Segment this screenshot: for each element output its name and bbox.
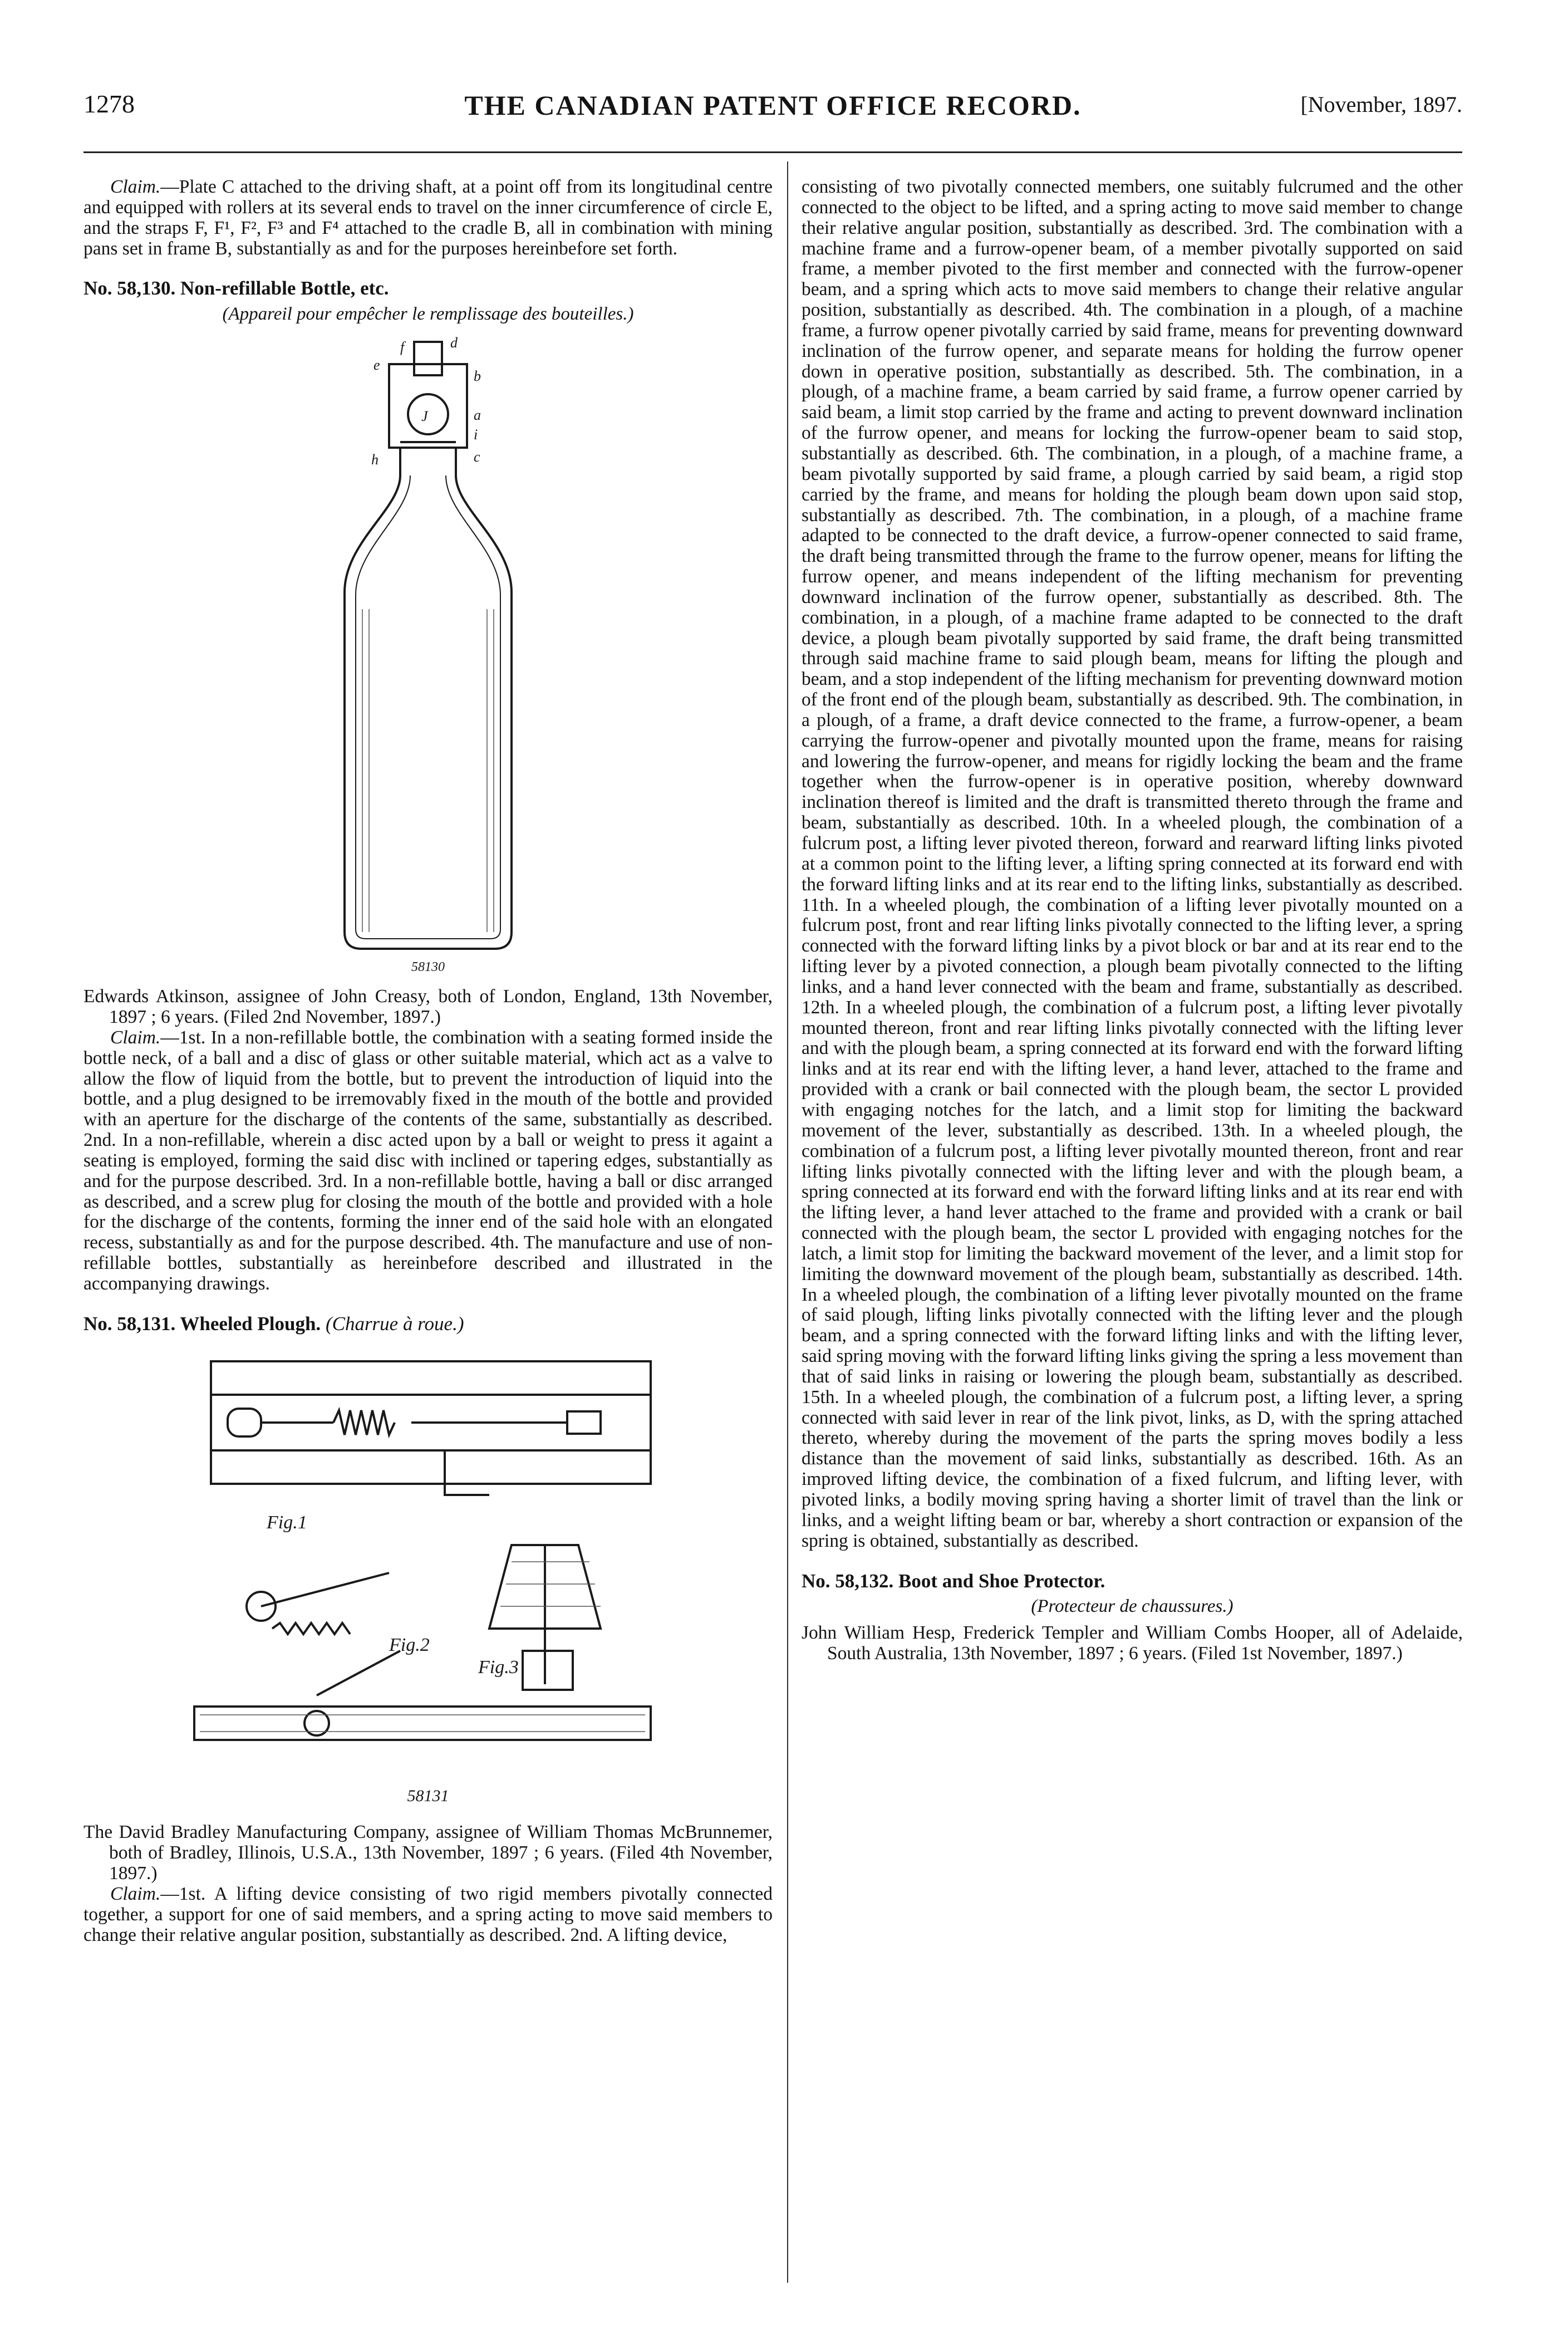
claim-label: Claim. — [110, 1027, 161, 1048]
figure-number-58130: 58130 — [411, 960, 445, 975]
patent-heading-58132: No. 58,132. Boot and Shoe Protector. — [802, 1570, 1105, 1592]
issue-date: [November, 1897. — [1300, 92, 1462, 117]
claim-label: Claim. — [110, 176, 161, 197]
patent-heading-french: (Charrue à roue.) — [325, 1312, 464, 1335]
figure-letter-a: a — [474, 407, 481, 424]
bottle-inner-wall — [356, 475, 500, 939]
page-header — [83, 89, 1462, 134]
page-number: 1278 — [83, 90, 135, 118]
plough-spring — [333, 1410, 395, 1435]
assignees-58131: The David Bradley Manufacturing Company, assignee of William Thomas McBrunnemer, both of Bradley, Illinois, U.S.A., 13th November, 1897 ; 6 years. (Filed 4th November, 1897.) — [83, 1822, 773, 1884]
claim-text: —1st. In a non-refillable bottle, the combination with a seating formed inside the bottle neck, of a ball and a disc of glass or other suitable material, which act as a valve to allow the flow of liquid from the bottle, but to prevent the introduction of liquid into the bottle, and a plug designed to be irremovably fixed in the mouth of the bottle and provided with an aperture for the discharge of the contents of the same, substantially as described. 2nd. In a non-refillable, wherein a disc acted upon by a ball or weight to press it againt a seating is employed, forming the said disc with inclined or tapering edges, substantially as and for the purpose described. 3rd. In a non-refillable bottle, having a ball or disc arranged as described, and a screw plug for closing the mouth of the bottle and provided with a hole for the discharge of the contents, forming the inner end of the said hole with an elongated recess, substantially as and for the purpose described. 4th. The manufacture and use of non-refillable bottles, substantially as hereinbefore described and illustrated in the accompanying drawings. — [83, 1027, 773, 1294]
claim-text: —Plate C attached to the driving shaft, at a point off from its longitudinal centre and equipped with rollers at its several ends to travel on the inner circumference of circle E, and the straps F, F¹, F², F³ and F⁴ attached to the cradle B, all in combination with mining pans set in frame B, substantially as and for the purposes hereinbefore set forth. — [83, 176, 773, 259]
claim-58130 — [83, 1028, 773, 1295]
bottle-figure — [311, 331, 545, 982]
plough-beam — [194, 1707, 651, 1740]
patent-french-title-58130: (Appareil pour empêcher le remplissage des bouteilles.) — [222, 303, 634, 324]
patent-french-title-58132: (Protecteur de chaussures.) — [1031, 1596, 1233, 1617]
fig3-label: Fig.3 — [478, 1657, 519, 1678]
plough-spring-fig2 — [272, 1623, 350, 1634]
fig2-label: Fig.2 — [389, 1635, 430, 1656]
figure-letter-c: c — [474, 449, 480, 465]
right-column — [802, 177, 1463, 1664]
figure-letter-b: b — [474, 368, 481, 385]
plough-block — [567, 1411, 601, 1434]
plough-crank — [445, 1450, 489, 1495]
journal-title: THE CANADIAN PATENT OFFICE RECORD. — [464, 90, 1082, 121]
bottle-outline — [345, 448, 512, 949]
figure-letter-h: h — [371, 452, 379, 468]
left-column — [83, 177, 773, 1945]
patent-heading-58130: No. 58,130. Non-refillable Bottle, etc. — [83, 277, 389, 300]
claim-text: —1st. A lifting device consisting of two rigid members pivotally connected together, a support for one of said members, and a spring acting to move said members to change their relative angular position, substantially as described. 2nd. A lifting device, — [83, 1883, 773, 1945]
patent-heading-58131 — [83, 1313, 773, 1335]
figure-letter-f: f — [400, 339, 405, 356]
claim-label: Claim. — [110, 1883, 161, 1904]
claim-58131 — [83, 1884, 773, 1946]
patent-heading-text: No. 58,131. Wheeled Plough. — [83, 1312, 321, 1335]
plough-lever — [261, 1573, 389, 1606]
column-divider — [787, 161, 788, 2283]
figure-letter-j: J — [421, 408, 428, 425]
plough-pivot-block — [228, 1409, 261, 1436]
plough-figure — [178, 1339, 679, 1818]
figure-letter-i: i — [474, 426, 478, 443]
assignees-58132: John William Hesp, Frederick Templer and William Combs Hooper, all of Adelaide, South Australia, 13th November, 1897 ; 6 years. (Filed 1st November, 1897.) — [802, 1622, 1463, 1664]
figure-letter-d: d — [450, 335, 458, 351]
plough-link-fig2 — [317, 1651, 400, 1695]
header-rule — [83, 151, 1462, 153]
figure-letter-e: e — [373, 357, 380, 374]
continued-claims-58131: consisting of two pivotally connected members, one suitably fulcrumed and the other connected to the object to be lifted, and a spring acting to move said member to change their relative angular position, substantially as described. 3rd. The combination with a machine frame and a furrow-opener beam, of a member pivotally supported on said frame, a member pivoted to the first member and connected with the furrow-opener beam, and a spring which acts to move said members to change their relative angular position, substantially as described. 4th. The combination in a plough, of a machine frame, a furrow opener pivotally carried by said frame, means for preventing downward inclination of the furrow opener, and separate means for holding the furrow opener down in operative position, substantially as described. 5th. The combination, in a plough, of a machine frame, a beam carried by said frame, a furrow opener carried by said beam, a limit stop carried by the frame and acting to prevent downward inclination of the furrow opener, and means for locking the furrow-opener beam to said stop, substantially as described. 6th. The combination, in a plough, of a machine frame, a beam pivotally supported by said frame, a plough carried by said beam, a rigid stop carried by the frame, and means for holding the plough beam down upon said stop, substantially as described. 7th. The combination, in a plough, of a machine frame adapted to be connected to the draft device, a furrow-opener connected to said frame, the draft being transmitted through the frame to the furrow opener, means for lifting the furrow opener, and means independent of the lifting mechanism for preventing downward inclination of the furrow opener, substantially as described. 8th. The combination, in a plough, of a machine frame adapted to be connected to the draft device, a plough beam pivotally supported by said frame, the draft being transmitted through said machine frame to said plough beam, means for lifting the plough and beam, and a stop independent of the lifting mechanism for preventing downward motion of the front end of the plough beam, substantially as described. 9th. The combination, in a plough, of a frame, a draft device connected to the frame, a furrow-opener, a beam carrying the furrow-opener and pivotally mounted upon the frame, means for raising and lowering the furrow-opener, and means for rigidly locking the beam and the frame together when the furrow-opener is in operative position, whereby downward inclination thereof is limited and the draft is transmitted thereto through the frame and beam, substantially as described. 10th. In a wheeled plough, the combination of a fulcrum post, a lifting lever pivoted thereon, forward and rearward lifting links pivoted at a common point to the lifting lever, a lifting spring connected at its forward end with the forward lifting links and at its rear end to the lifting links, substantially as described. 11th. In a wheeled plough, the combination of a lifting lever pivotally mounted on a fulcrum post, front and rear lifting links pivotally connected to the lifting lever, a spring connected with the forward lifting links by a pivot block or bar and at its rear end to the lifting lever by a pivoted connection, a plough beam pivotally connected to the lifting links, and a hand lever connected with the beam and frame, substantially as described. 12th. In a wheeled plough, the combination of a fulcrum post, a lifting lever pivotally mounted thereon, front and rear lifting links pivotally connected with the lifting lever and with the plough beam, a spring connected at its forward end with the forward lifting links and at its rear end with the lifting lever, a hand lever, attached to the frame and provided with a crank or bail connected with the plough beam, the sector L provided with engaging notches for the latch, and a limit stop for limiting the backward movement of the lever, substantially as described. 13th. In a wheeled plough, the combination of a fulcrum post, a lifting lever pivotally mounted thereon, front and rear lifting links pivotally connected with the lifting lever and with the plough beam, a spring connected at its forward end with the forward lifting links and at its rear end with the lifting lever, a hand lever attached to the frame and provided with a crank or bail connected with the plough beam, the sector L provided with engaging notches for the latch, a limit stop for limiting the backward movement of the lever, and a limit stop for limiting the downward movement of the plough beam, substantially as described. 14th. In a wheeled plough, the combination of a lifting lever pivotally mounted on the frame of said plough, lifting links pivotally connected with the lifting lever and the plough beam, and a spring connected with the forward lifting links and with the lifting lever, said spring moving with the forward lifting links giving the spring a less movement than that of said links in raising or lowering the plough beam, substantially as described. 15th. In a wheeled plough, the combination of a fulcrum post, a lifting lever, a spring connected with said lever in rear of the link pivot, links, as D, with the spring attached thereto, whereby during the movement of the parts the spring moves bodily a less distance than the movement of said links, substantially as described. 16th. As an improved lifting device, the combination of a fixed fulcrum, and lifting lever, with pivoted links, a bodily moving spring having a shorter limit of travel than the link or links, and a weight lifting beam or bar, whereby a short contraction or expansion of the spring is obtained, substantially as described. — [802, 176, 1463, 1551]
continued-claim — [83, 177, 773, 259]
bottle-aperture — [414, 342, 442, 375]
figure-number-58131: 58131 — [407, 1787, 449, 1806]
fig1-label: Fig.1 — [267, 1512, 307, 1533]
assignees-58130: Edwards Atkinson, assignee of John Creasy, both of London, England, 13th November, 1897 ; 6 years. (Filed 2nd November, 1897.) — [83, 986, 773, 1028]
plough-latch — [523, 1651, 573, 1690]
bottle-ball — [408, 394, 448, 434]
